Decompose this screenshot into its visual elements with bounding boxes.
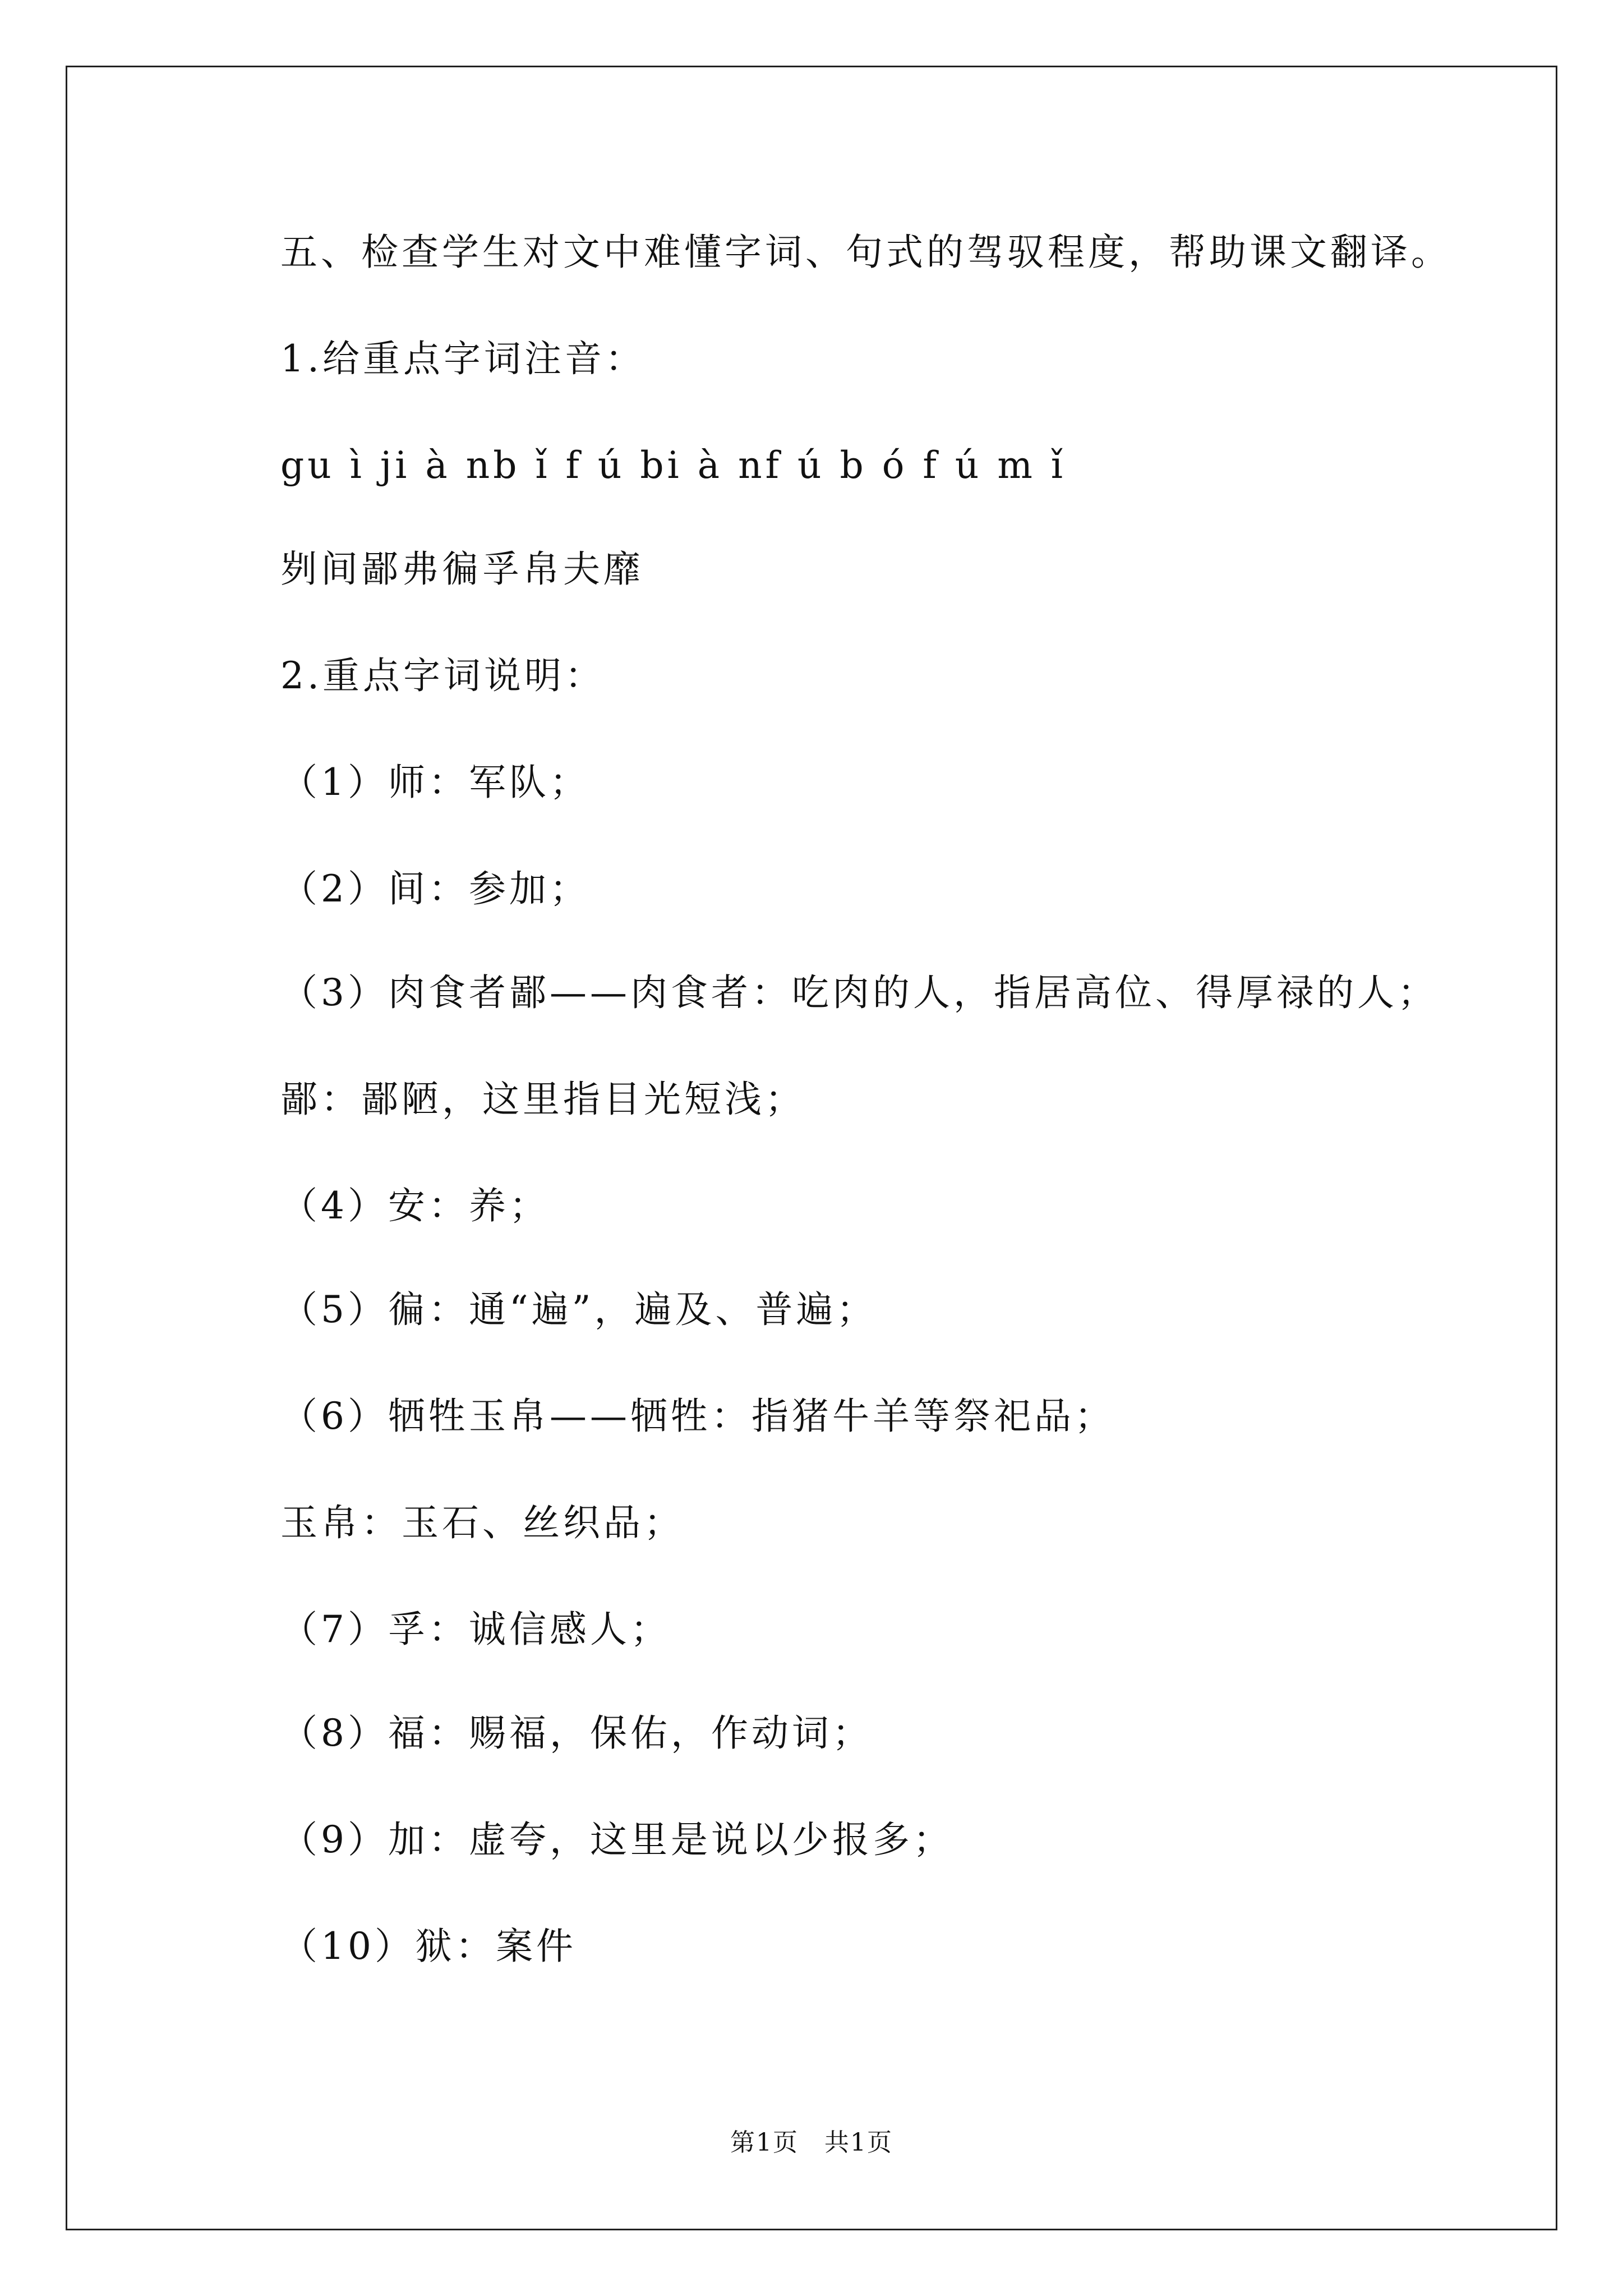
explanation-item: （1）师：军队； xyxy=(280,761,590,804)
subheading-explanation: 2.重点字词说明： xyxy=(280,654,605,697)
explanation-item-continued: 鄙：鄙陋，这里指目光短浅； xyxy=(280,1078,805,1121)
explanation-item: （7）孚：诚信感人； xyxy=(280,1608,671,1651)
explanation-item-continued: 玉帛：玉石、丝织品； xyxy=(280,1501,684,1544)
page-number-footer: 第1页 共1页 xyxy=(730,2128,893,2157)
section-heading: 五、检查学生对文中难懂字词、句式的驾驭程度，帮助课文翻译。 xyxy=(280,231,1451,274)
subheading-pronunciation: 1.给重点字词注音： xyxy=(280,337,645,380)
pinyin-line: gu ì ji à nb ǐ f ú bi à nf ú b ó f ú m ǐ xyxy=(280,444,1066,487)
explanation-item: （6）牺牲玉帛——牺牲：指猪牛羊等祭祀品； xyxy=(280,1395,1115,1438)
explanation-item: （4）安：养； xyxy=(280,1184,550,1227)
explanation-item: （8）福：赐福，保佑，作动词； xyxy=(280,1711,873,1755)
explanation-item: （10）狱：案件 xyxy=(280,1925,577,1968)
explanation-item: （9）加：虚夸，这里是说以少报多； xyxy=(280,1818,953,1861)
characters-line: 刿间鄙弗徧孚帛夫靡 xyxy=(280,547,644,591)
explanation-item: （2）间：参加； xyxy=(280,867,590,910)
page-border xyxy=(66,66,1557,2230)
explanation-item: （3）肉食者鄙——肉食者：吃肉的人，指居高位、得厚禄的人； xyxy=(280,971,1438,1014)
explanation-item: （5）徧：通“遍”，遍及、普遍； xyxy=(280,1288,877,1331)
